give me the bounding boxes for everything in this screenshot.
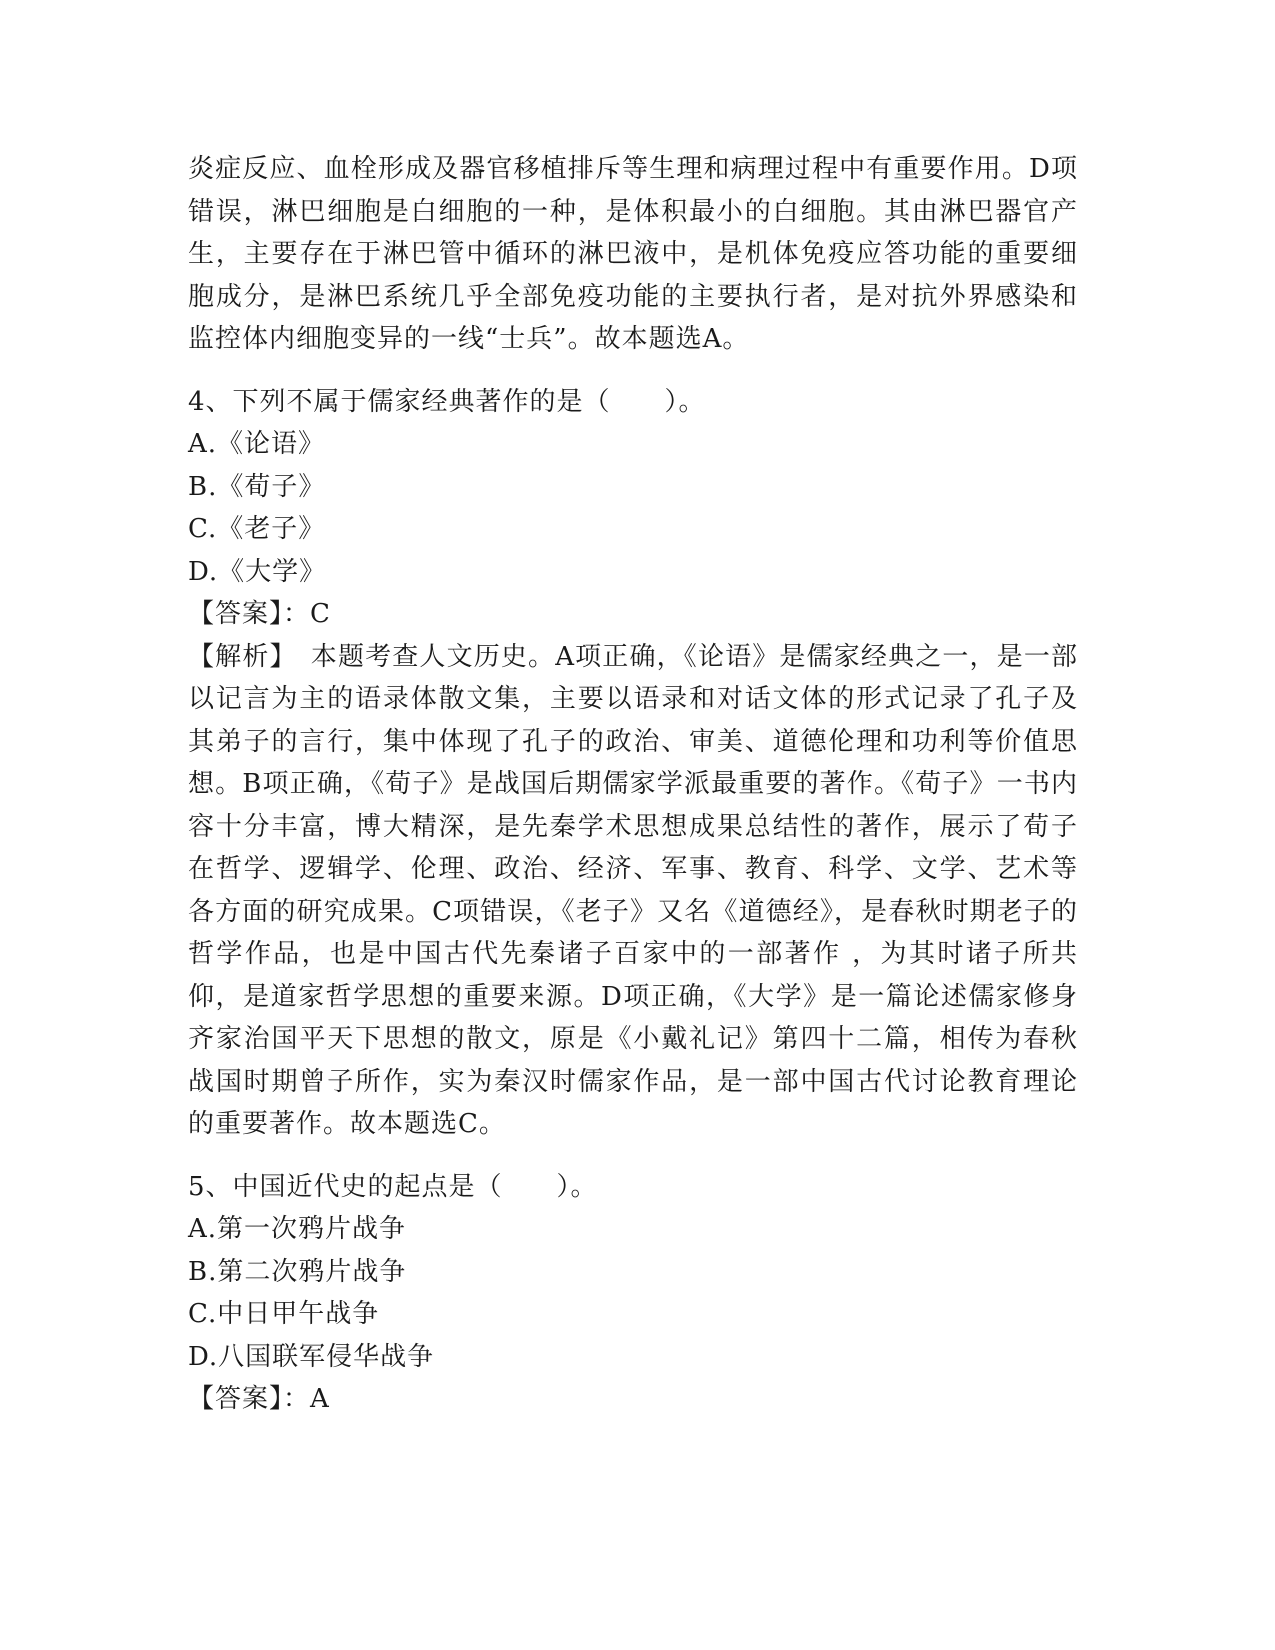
- q4-option-d: D.《大学》: [188, 556, 327, 587]
- document-content: [188, 148, 1078, 1421]
- spacer: [188, 1146, 1078, 1156]
- q5-option-b: B.第二次鸦片战争: [188, 1256, 407, 1287]
- q5-answer: 【答案】：A: [188, 1384, 330, 1414]
- q4-option-c: C.《老子》: [188, 514, 326, 544]
- q5-option-c: C.中日甲午战争: [188, 1299, 380, 1329]
- q4-option-a: A.《论语》: [188, 429, 326, 459]
- q4-option-b: B.《荀子》: [188, 471, 326, 502]
- q5-option-d: D.八国联军侵华战争: [188, 1341, 435, 1372]
- q5-question: 5、中国近代史的起点是（ ）。: [188, 1171, 598, 1202]
- q4-answer: 【答案】：C: [188, 599, 331, 629]
- q4-analysis: 【解析】 本题考查人文历史。A项正确，《论语》是儒家经典之一，是一部以记言为主的语录体散文集，主要以语录和对话文体的形式记录了孔子及其弟子的言行，集中体现了孔子的政治、审美、道德伦理和功利等价值思想。B项正确，《荀子》是战国后期儒家学派最重要的著作。《荀子》一书内容十分丰富，博大精深，是先秦学术思想成果总结性的著作，展示了荀子在哲学、逻辑学、伦理、政治、经济、军事、教育、科学、文学、艺术等各方面的研究成果。C项错误，《老子》又名《道德经》，是春秋时期老子的哲学作品，也是中国古代先秦诸子百家中的一部著作 ，为其时诸子所共仰，是道家哲学思想的重要来源。D项正确，《大学》是一篇论述儒家修身齐家治国平天下思想的散文，原是《小戴礼记》第四十二篇，相传为春秋战国时期曾子所作，实为秦汉时儒家作品，是一部中国古代讨论教育理论的重要著作。故本题选C。: [188, 641, 1078, 1139]
- q3-analysis-continuation: 炎症反应、血栓形成及器官移植排斥等生理和病理过程中有重要作用。D项错误，淋巴细胞是白细胞的一种，是体积最小的白细胞。其由淋巴器官产生，主要存在于淋巴管中循环的淋巴液中，是机体免疫应答功能的重要细胞成分，是淋巴系统几乎全部免疫功能的主要执行者，是对抗外界感染和监控体内细胞变异的一线“士兵”。故本题选A。: [188, 154, 1078, 354]
- spacer: [188, 361, 1078, 371]
- q5-option-a: A.第一次鸦片战争: [188, 1214, 407, 1244]
- q4-question: 4、下列不属于儒家经典著作的是（ ）。: [188, 386, 706, 417]
